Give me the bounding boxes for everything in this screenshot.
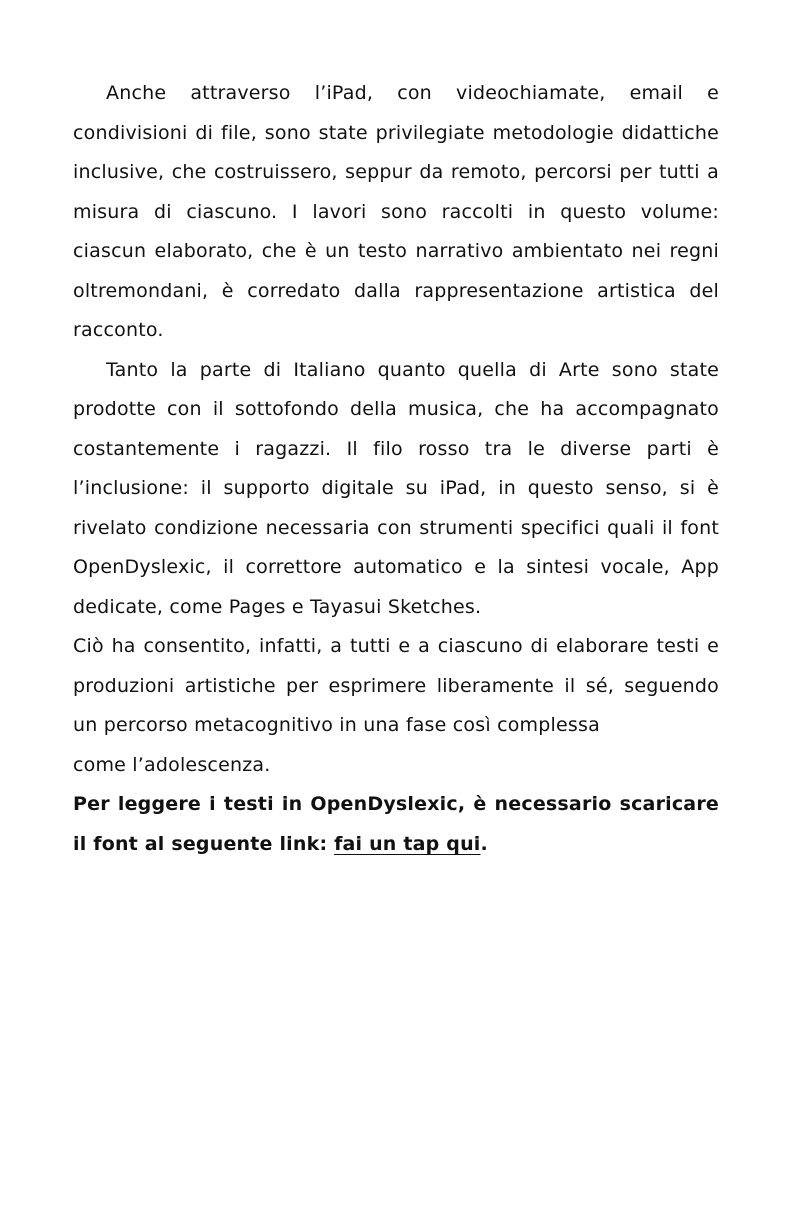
document-page <box>73 74 719 864</box>
paragraph-closing-line: come l’adolescenza. <box>73 753 271 776</box>
download-note-text: Per leggere i testi in OpenDyslexic, è necessario scaricare il font al seguente link: <box>73 793 719 855</box>
paragraph-outcome: Ciò ha consentito, infatti, a tutti e a ciascuno di elaborare testi e produzioni artistiche per esprimere liberamente il sé, seguendo un percorso metacognitivo in una fase così complessa <box>73 635 719 736</box>
paragraph-intro: Anche attraverso l’iPad, con videochiamate, email e condivisioni di file, sono state privilegiate metodologie didattiche inclusive, che costruissero, seppur da remoto, percorsi per tutti a misura di ciascuno. I lavori sono raccolti in questo volume: ciascun elaborato, che è un testo narrativo ambientato nei regni oltremondani, è corredato dalla rappresentazione artistica del racconto. <box>73 82 719 341</box>
font-download-link[interactable]: fai un tap qui <box>334 832 481 855</box>
paragraph-music-inclusion: Tanto la parte di Italiano quanto quella di Arte sono state prodotte con il sottofondo della musica, che ha accompagnato costantemente i ragazzi. Il filo rosso tra le diverse parti è l’inclusione: il supporto digitale su iPad, in questo senso, si è rivelato condizione necessaria con strumenti specifici quali il font OpenDyslexic, il correttore automatico e la sintesi vocale, App dedicate, come Pages e Tayasui Sketches. <box>73 358 719 618</box>
download-note-trailing: . <box>480 832 488 855</box>
download-note <box>73 785 719 864</box>
